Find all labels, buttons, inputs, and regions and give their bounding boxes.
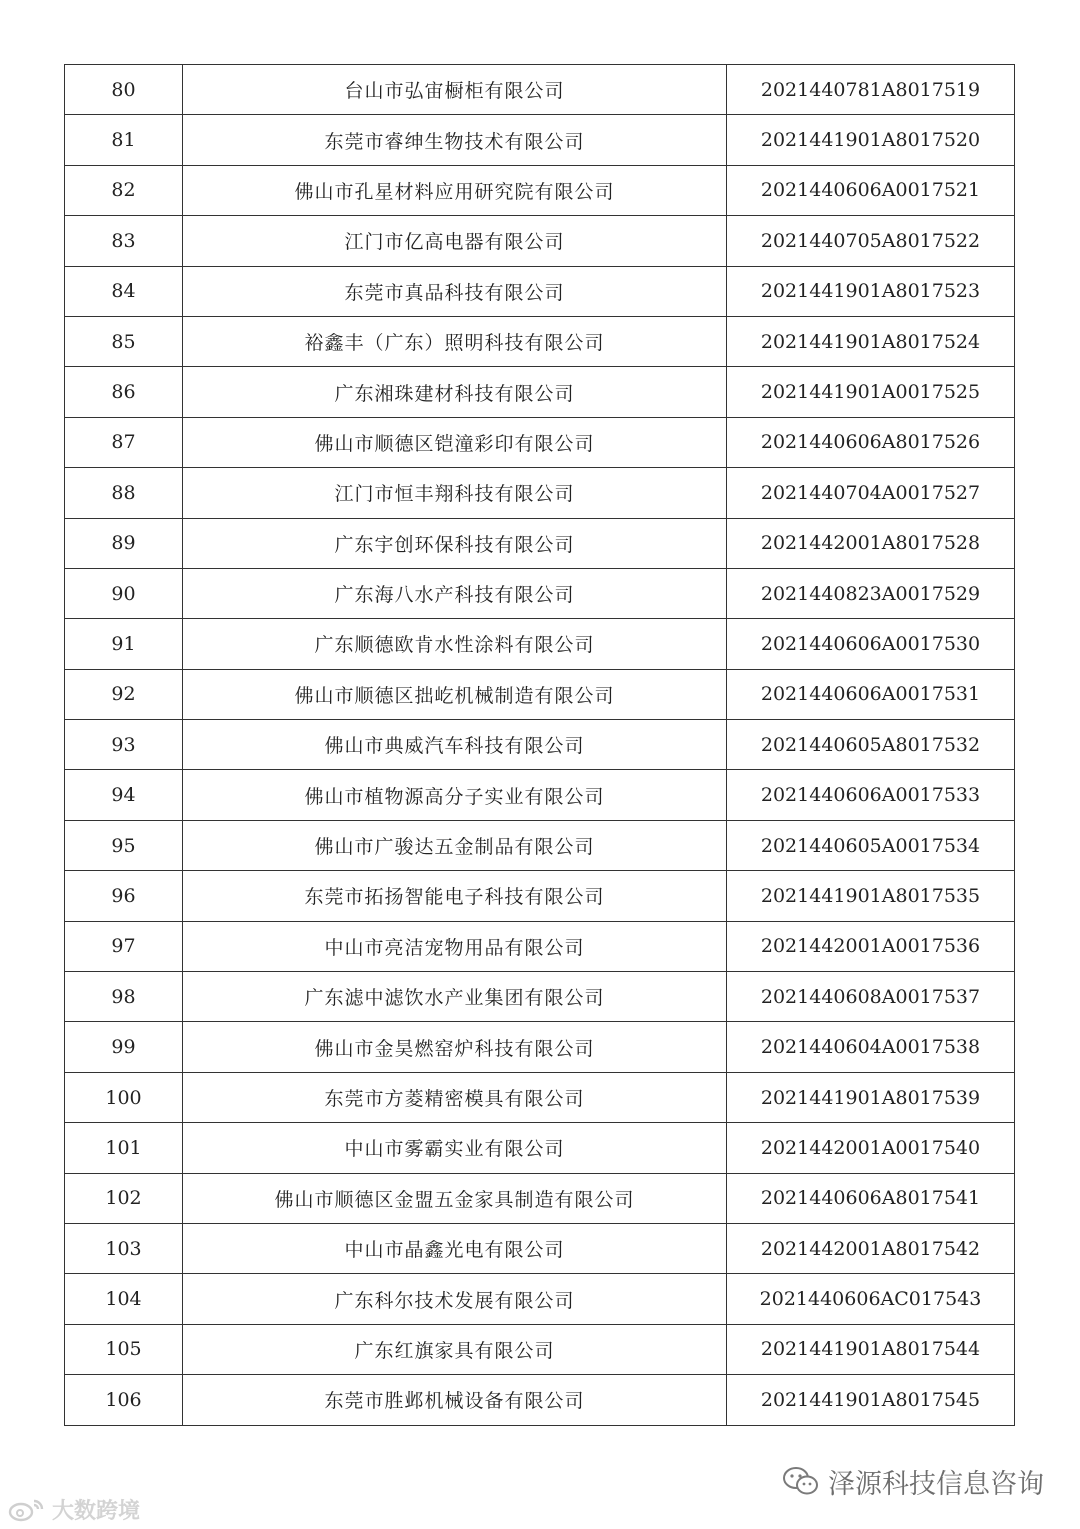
row-number-cell: 99 [65,1022,183,1072]
table-row [65,468,1015,518]
table-row [65,770,1015,820]
row-number-cell: 94 [65,770,183,820]
row-number-cell: 82 [65,165,183,215]
table-row [65,871,1015,921]
table-row [65,518,1015,568]
registration-code-cell: 2021440606A8017526 [727,417,1015,467]
table-row [65,669,1015,719]
registration-code-cell: 2021442001A8017528 [727,518,1015,568]
registration-code-cell: 2021442001A8017542 [727,1223,1015,1273]
table-row [65,1324,1015,1374]
company-name-cell: 中山市亮洁宠物用品有限公司 [183,921,727,971]
table-row [65,1022,1015,1072]
registration-code-cell: 2021440781A8017519 [727,65,1015,115]
company-name-cell: 广东宇创环保科技有限公司 [183,518,727,568]
row-number-cell: 91 [65,619,183,669]
wechat-account-badge [782,1462,1044,1501]
row-number-cell: 86 [65,367,183,417]
table-row [65,1173,1015,1223]
company-name-cell: 东莞市胜邺机械设备有限公司 [183,1375,727,1425]
wechat-icon [782,1466,820,1498]
table-row [65,921,1015,971]
registration-code-cell: 2021441901A8017539 [727,1072,1015,1122]
registration-code-cell: 2021440604A0017538 [727,1022,1015,1072]
registration-code-cell: 2021440705A8017522 [727,216,1015,266]
company-name-cell: 佛山市金昊燃窑炉科技有限公司 [183,1022,727,1072]
registration-code-cell: 2021440606A8017541 [727,1173,1015,1223]
table-row [65,1223,1015,1273]
company-name-cell: 佛山市顺德区金盟五金家具制造有限公司 [183,1173,727,1223]
row-number-cell: 103 [65,1223,183,1273]
row-number-cell: 105 [65,1324,183,1374]
row-number-cell: 96 [65,871,183,921]
row-number-cell: 92 [65,669,183,719]
row-number-cell: 104 [65,1274,183,1324]
row-number-cell: 87 [65,417,183,467]
row-number-cell: 97 [65,921,183,971]
company-name-cell: 佛山市植物源高分子实业有限公司 [183,770,727,820]
table-row [65,165,1015,215]
registration-code-cell: 2021441901A0017525 [727,367,1015,417]
company-name-cell: 东莞市睿绅生物技术有限公司 [183,115,727,165]
company-name-cell: 佛山市典威汽车科技有限公司 [183,720,727,770]
row-number-cell: 89 [65,518,183,568]
table-body [65,65,1015,1426]
table-row [65,367,1015,417]
registration-code-cell: 2021440606A0017531 [727,669,1015,719]
company-name-cell: 广东科尔技术发展有限公司 [183,1274,727,1324]
table-row [65,417,1015,467]
registration-code-cell: 2021441901A8017523 [727,266,1015,316]
weibo-icon [8,1497,46,1523]
row-number-cell: 98 [65,972,183,1022]
registration-code-cell: 2021440605A0017534 [727,820,1015,870]
row-number-cell: 106 [65,1375,183,1425]
table-row [65,720,1015,770]
registration-code-cell: 2021441901A8017524 [727,316,1015,366]
table-row [65,972,1015,1022]
registration-code-cell: 2021440605A8017532 [727,720,1015,770]
row-number-cell: 81 [65,115,183,165]
company-name-cell: 广东海八水产科技有限公司 [183,568,727,618]
registration-code-cell: 2021440606AC017543 [727,1274,1015,1324]
row-number-cell: 85 [65,316,183,366]
company-name-cell: 中山市晶鑫光电有限公司 [183,1223,727,1273]
company-name-cell: 广东滤中滤饮水产业集团有限公司 [183,972,727,1022]
row-number-cell: 84 [65,266,183,316]
company-name-cell: 东莞市方菱精密模具有限公司 [183,1072,727,1122]
registration-code-cell: 2021440606A0017533 [727,770,1015,820]
company-name-cell: 江门市亿高电器有限公司 [183,216,727,266]
table-row [65,316,1015,366]
company-name-cell: 广东顺德欧肯水性涂料有限公司 [183,619,727,669]
row-number-cell: 80 [65,65,183,115]
watermark-text: 大数跨境 [52,1499,141,1524]
registration-code-cell: 2021440606A0017530 [727,619,1015,669]
table-row [65,65,1015,115]
registration-code-cell: 2021440606A0017521 [727,165,1015,215]
source-watermark [8,1494,140,1525]
row-number-cell: 100 [65,1072,183,1122]
company-name-cell: 中山市雾霸实业有限公司 [183,1123,727,1173]
table-row [65,568,1015,618]
table-row [65,115,1015,165]
table-row [65,619,1015,669]
company-name-cell: 裕鑫丰（广东）照明科技有限公司 [183,316,727,366]
table-row [65,1072,1015,1122]
company-name-cell: 佛山市顺德区铠潼彩印有限公司 [183,417,727,467]
company-name-cell: 佛山市广骏达五金制品有限公司 [183,820,727,870]
registration-code-cell: 2021441901A8017544 [727,1324,1015,1374]
company-name-cell: 佛山市顺德区拙屹机械制造有限公司 [183,669,727,719]
row-number-cell: 83 [65,216,183,266]
table-row [65,266,1015,316]
company-name-cell: 江门市恒丰翔科技有限公司 [183,468,727,518]
row-number-cell: 102 [65,1173,183,1223]
row-number-cell: 93 [65,720,183,770]
company-name-cell: 广东湘珠建材科技有限公司 [183,367,727,417]
table-row [65,1375,1015,1425]
registration-code-cell: 2021442001A0017536 [727,921,1015,971]
registration-code-cell: 2021442001A0017540 [727,1123,1015,1173]
table-row [65,1274,1015,1324]
table-row [65,820,1015,870]
table-row [65,1123,1015,1173]
row-number-cell: 88 [65,468,183,518]
registration-code-cell: 2021441901A8017520 [727,115,1015,165]
enterprise-list-table [64,64,1015,1426]
registration-code-cell: 2021440823A0017529 [727,568,1015,618]
company-name-cell: 东莞市拓扬智能电子科技有限公司 [183,871,727,921]
row-number-cell: 101 [65,1123,183,1173]
row-number-cell: 90 [65,568,183,618]
company-name-cell: 广东红旗家具有限公司 [183,1324,727,1374]
company-name-cell: 东莞市真品科技有限公司 [183,266,727,316]
row-number-cell: 95 [65,820,183,870]
company-name-cell: 佛山市孔星材料应用研究院有限公司 [183,165,727,215]
company-name-cell: 台山市弘宙橱柜有限公司 [183,65,727,115]
registration-code-cell: 2021440608A0017537 [727,972,1015,1022]
registration-code-cell: 2021441901A8017545 [727,1375,1015,1425]
registration-code-cell: 2021440704A0017527 [727,468,1015,518]
registration-code-cell: 2021441901A8017535 [727,871,1015,921]
wechat-account-name: 泽源科技信息咨询 [828,1469,1044,1500]
table-row [65,216,1015,266]
